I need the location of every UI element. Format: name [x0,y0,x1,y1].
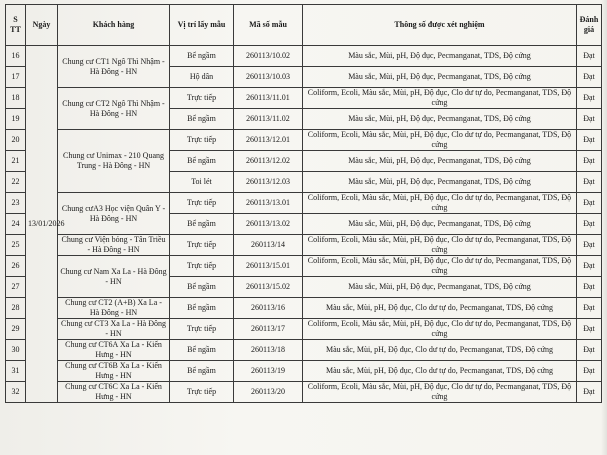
cell-rating: Đạt [577,130,602,151]
cell-stt: 20 [6,130,26,151]
cell-stt: 26 [6,256,26,277]
cell-location: Bể ngầm [170,214,234,235]
cell-code: 260113/16 [234,298,303,319]
cell-rating: Đạt [577,151,602,172]
cell-stt: 16 [6,46,26,67]
cell-stt: 23 [6,193,26,214]
cell-customer: Chung cư CT1 Ngô Thì Nhậm - Hà Đông - HN [58,46,170,88]
cell-rating: Đạt [577,193,602,214]
table-row [6,130,602,151]
cell-customer: Chung cư CT2 (A+B) Xa La - Hà Đông - HN [58,298,170,319]
cell-customer: Chung cư Nam Xa La - Hà Đông - HN [58,256,170,298]
cell-customer: Chung cư CT6B Xa La - Kiến Hưng - HN [58,361,170,382]
cell-stt: 29 [6,319,26,340]
cell-stt: 19 [6,109,26,130]
cell-params: Màu sắc, Mùi, pH, Độ đục, Pecmanganat, TDS, Độ cứng [303,109,577,130]
cell-location: Toi lét [170,172,234,193]
cell-params: Màu sắc, Mùi, pH, Độ đục, Pecmanganat, TDS, Độ cứng [303,172,577,193]
cell-params: Coliform, Ecoli, Màu sắc, Mùi, pH, Độ đục, Clo dư tự do, Pecmanganat, TDS, Độ cứng [303,319,577,340]
cell-date: 13/01/2026 [26,46,58,403]
cell-params: Màu sắc, Mùi, pH, Độ đục, Pecmanganat, TDS, Độ cứng [303,277,577,298]
cell-stt: 31 [6,361,26,382]
cell-customer: Chung cư CT3 Xa La - Hà Đông - HN [58,319,170,340]
cell-code: 260113/12.02 [234,151,303,172]
cell-rating: Đạt [577,256,602,277]
table-row [6,46,602,67]
cell-rating: Đạt [577,340,602,361]
cell-code: 260113/11.01 [234,88,303,109]
cell-params: Màu sắc, Mùi, pH, Độ đục, Pecmanganat, TDS, Độ cứng [303,46,577,67]
cell-rating: Đạt [577,382,602,403]
cell-stt: 24 [6,214,26,235]
cell-stt: 21 [6,151,26,172]
cell-customer: Chung cư Unimax - 210 Quang Trung - Hà Đông - HN [58,130,170,193]
cell-rating: Đạt [577,109,602,130]
cell-stt: 28 [6,298,26,319]
cell-code: 260113/15.02 [234,277,303,298]
cell-stt: 17 [6,67,26,88]
cell-params: Coliform, Ecoli, Màu sắc, Mùi, pH, Độ đục, Clo dư tự do, Pecmanganat, TDS, Độ cứng [303,193,577,214]
cell-code: 260113/14 [234,235,303,256]
header-rating: Đánh giá [577,5,602,46]
cell-customer: Chung cư Viện bỏng - Tân Triều - Hà Đông - HN [58,235,170,256]
cell-rating: Đạt [577,214,602,235]
cell-code: 260113/19 [234,361,303,382]
cell-rating: Đạt [577,172,602,193]
cell-params: Màu sắc, Mùi, pH, Độ đục, Clo dư tự do, Pecmanganat, TDS, Độ cứng [303,361,577,382]
cell-stt: 32 [6,382,26,403]
cell-stt: 22 [6,172,26,193]
cell-location: Bể ngầm [170,46,234,67]
cell-code: 260113/12.01 [234,130,303,151]
cell-params: Coliform, Ecoli, Màu sắc, Mùi, pH, Độ đục, Clo dư tự do, Pecmanganat, TDS, Độ cứng [303,130,577,151]
cell-code: 260113/11.02 [234,109,303,130]
cell-code: 260113/20 [234,382,303,403]
cell-params: Màu sắc, Mùi, pH, Độ đục, Clo dư tự do, Pecmanganat, TDS, Độ cứng [303,298,577,319]
cell-rating: Đạt [577,298,602,319]
cell-location: Bể ngầm [170,340,234,361]
cell-stt: 27 [6,277,26,298]
cell-location: Bể ngầm [170,298,234,319]
cell-location: Hộ dân [170,67,234,88]
cell-code: 260113/13.01 [234,193,303,214]
cell-code: 260113/10.02 [234,46,303,67]
cell-code: 260113/15.01 [234,256,303,277]
cell-params: Màu sắc, Mùi, pH, Độ đục, Pecmanganat, TDS, Độ cứng [303,67,577,88]
cell-stt: 18 [6,88,26,109]
header-customer: Khách hàng [58,5,170,46]
cell-rating: Đạt [577,361,602,382]
table-row [6,340,602,361]
table-row [6,319,602,340]
cell-code: 260113/13.02 [234,214,303,235]
cell-stt: 25 [6,235,26,256]
table-row [6,88,602,109]
cell-location: Trực tiếp [170,235,234,256]
cell-customer: Chung cư CT6A Xa La - Kiến Hưng - HN [58,340,170,361]
table-row [6,235,602,256]
header-params: Thông số được xét nghiệm [303,5,577,46]
cell-customer: Chung cư CT2 Ngô Thì Nhậm - Hà Đông - HN [58,88,170,130]
cell-rating: Đạt [577,46,602,67]
cell-rating: Đạt [577,88,602,109]
cell-code: 260113/18 [234,340,303,361]
cell-params: Màu sắc, Mùi, pH, Độ đục, Pecmanganat, TDS, Độ cứng [303,151,577,172]
table-row [6,361,602,382]
cell-location: Bể ngầm [170,361,234,382]
header-row [6,5,602,46]
header-stt: S TT [6,5,26,46]
cell-location: Bể ngầm [170,109,234,130]
cell-stt: 30 [6,340,26,361]
results-table [5,4,602,403]
cell-location: Trực tiếp [170,382,234,403]
cell-location: Trực tiếp [170,88,234,109]
cell-location: Trực tiếp [170,130,234,151]
cell-location: Bể ngầm [170,277,234,298]
table-row [6,298,602,319]
cell-params: Coliform, Ecoli, Màu sắc, Mùi, pH, Độ đục, Clo dư tự do, Pecmanganat, TDS, Độ cứng [303,256,577,277]
cell-code: 260113/17 [234,319,303,340]
cell-customer: Chung cưA3 Học viện Quân Y - Hà Đông - HN [58,193,170,235]
cell-code: 260113/10.03 [234,67,303,88]
header-code: Mã số mẫu [234,5,303,46]
cell-location: Trực tiếp [170,319,234,340]
cell-params: Màu sắc, Mùi, pH, Độ đục, Clo dư tự do, Pecmanganat, TDS, Độ cứng [303,340,577,361]
header-date: Ngày [26,5,58,46]
table-row [6,382,602,403]
cell-rating: Đạt [577,277,602,298]
cell-rating: Đạt [577,319,602,340]
cell-customer: Chung cư CT6C Xa La - Kiến Hưng - HN [58,382,170,403]
cell-location: Trực tiếp [170,193,234,214]
cell-code: 260113/12.03 [234,172,303,193]
cell-location: Trực tiếp [170,256,234,277]
page-edge-shadow [601,0,607,455]
cell-location: Bể ngầm [170,151,234,172]
table-row [6,193,602,214]
cell-rating: Đạt [577,235,602,256]
cell-params: Coliform, Ecoli, Màu sắc, Mùi, pH, Độ đục, Clo dư tự do, Pecmanganat, TDS, Độ cứng [303,88,577,109]
header-location: Vị trí lấy mẫu [170,5,234,46]
table-row [6,256,602,277]
cell-rating: Đạt [577,67,602,88]
cell-params: Coliform, Ecoli, Màu sắc, Mùi, pH, Độ đục, Clo dư tự do, Pecmanganat, TDS, Độ cứng [303,235,577,256]
cell-params: Màu sắc, Mùi, pH, Độ đục, Pecmanganat, TDS, Độ cứng [303,214,577,235]
cell-params: Coliform, Ecoli, Màu sắc, Mùi, pH, Độ đục, Clo dư tự do, Pecmanganat, TDS, Độ cứng [303,382,577,403]
